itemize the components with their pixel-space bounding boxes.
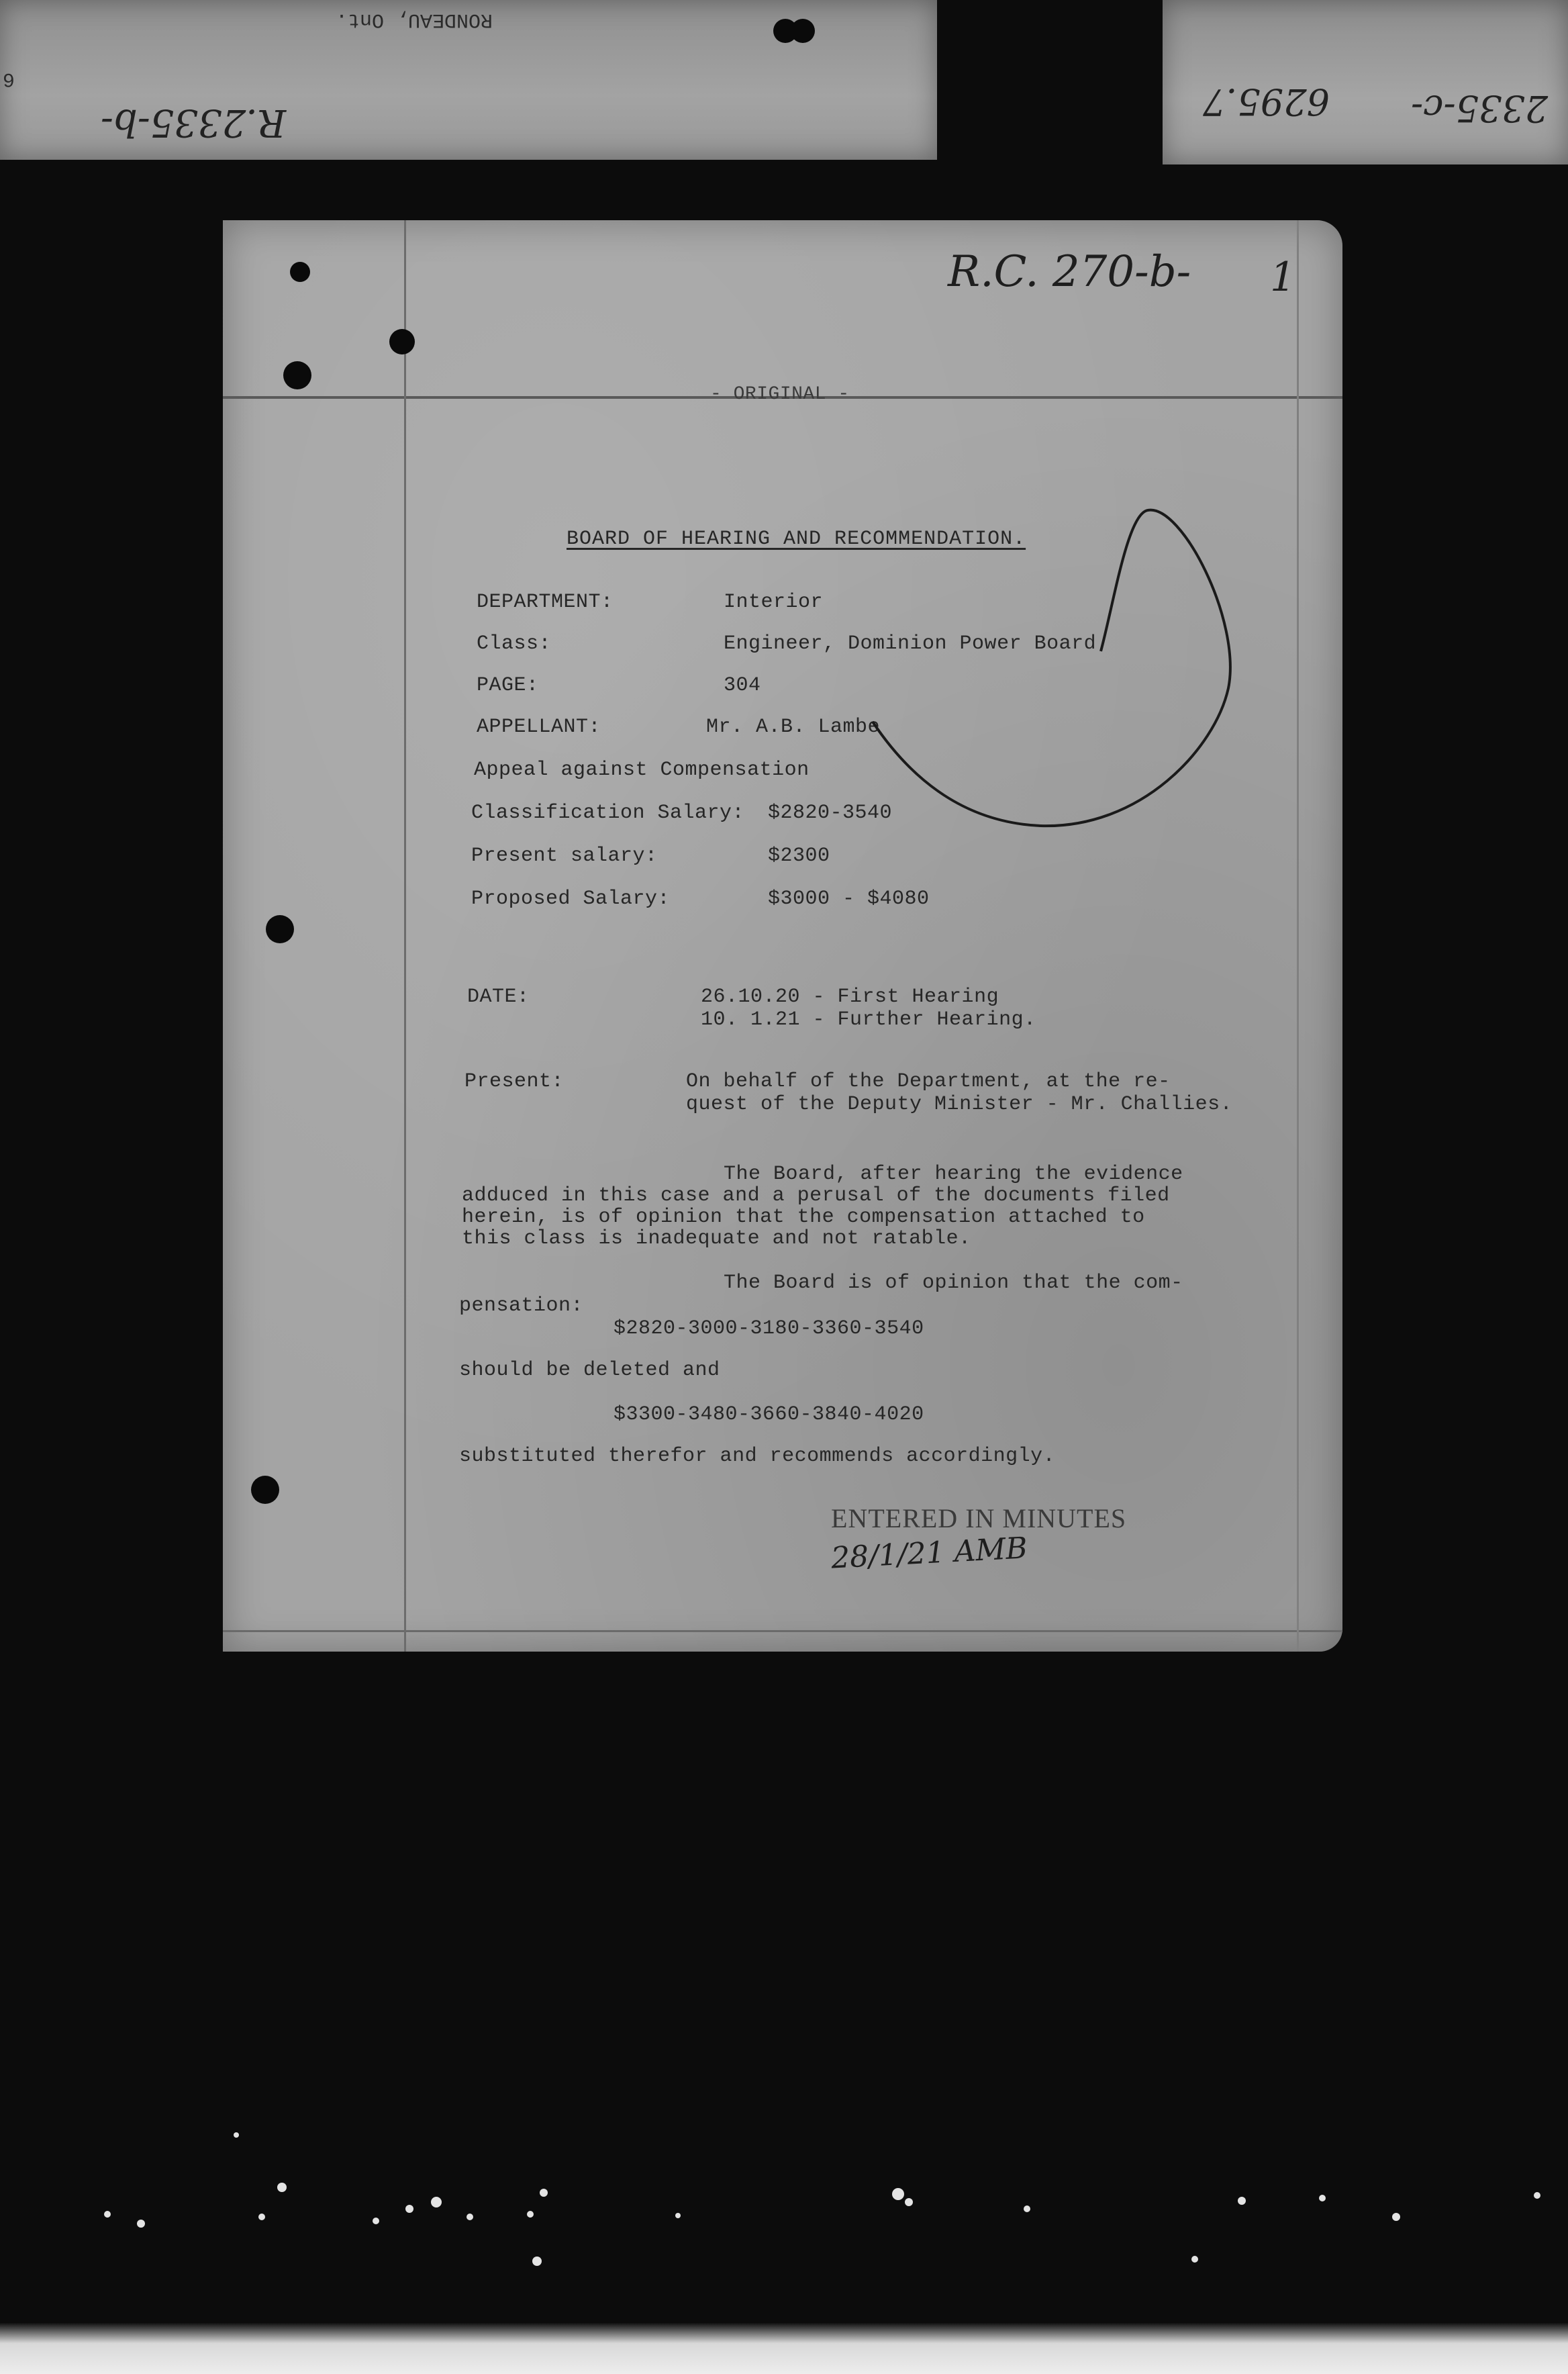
- next-frame-handwritten-number: 6295.7: [1203, 81, 1330, 123]
- opinion-line-2: adduced in this case and a perusal of the documents filed: [462, 1184, 1170, 1207]
- compensation-intro-line-1: The Board is of opinion that the com-: [724, 1272, 1183, 1294]
- salary-label-proposed: Proposed Salary:: [471, 888, 671, 910]
- present-line-2: quest of the Deputy Minister - Mr. Challies.: [686, 1093, 1233, 1116]
- opinion-line-1: The Board, after hearing the evidence: [724, 1163, 1183, 1186]
- punch-hole: [266, 915, 294, 943]
- new-compensation-scale: $3300-3480-3660-3840-4020: [614, 1403, 924, 1426]
- field-label-page: PAGE:: [477, 674, 539, 697]
- field-value-department: Interior: [724, 591, 824, 614]
- present-label: Present:: [464, 1070, 565, 1093]
- salary-value-proposed: $3000 - $4080: [768, 888, 930, 910]
- handwritten-reference: R.C. 270-b-: [948, 247, 1191, 297]
- deleted-line: should be deleted and: [459, 1359, 720, 1382]
- entered-in-minutes-stamp: ENTERED IN MINUTES: [831, 1503, 1127, 1533]
- next-frame-fragment: [1163, 0, 1568, 164]
- left-margin-rule: [404, 220, 406, 1652]
- punch-hole: [290, 262, 310, 282]
- previous-frame-edge-mark: 6: [3, 67, 15, 90]
- top-label: - ORIGINAL -: [710, 384, 850, 405]
- punch-hole: [251, 1476, 279, 1504]
- field-value-class: Engineer, Dominion Power Board: [724, 632, 1097, 655]
- previous-frame-fragment: [0, 0, 937, 160]
- salary-value-present: $2300: [768, 845, 830, 867]
- previous-frame-stamp: RONDEAU, Ont.: [336, 8, 493, 31]
- date-further-hearing: 10. 1.21 - Further Hearing.: [701, 1008, 1036, 1031]
- field-value-appellant: Mr. A.B. Lambe: [706, 716, 881, 739]
- punch-hole: [389, 329, 415, 354]
- field-value-page: 304: [724, 674, 761, 697]
- footer-rule: [223, 1630, 1342, 1632]
- stamp-handwritten-date: 28/1/21 AMB: [830, 1531, 1028, 1576]
- field-label-department: DEPARTMENT:: [477, 591, 614, 614]
- compensation-intro-line-2: pensation:: [459, 1294, 584, 1317]
- handwritten-page-mark: 1: [1270, 254, 1296, 301]
- field-label-class: Class:: [477, 632, 552, 655]
- old-compensation-scale: $2820-3000-3180-3360-3540: [614, 1317, 924, 1340]
- salary-label-classification: Classification Salary:: [471, 802, 745, 824]
- date-first-hearing: 26.10.20 - First Hearing: [701, 986, 999, 1008]
- film-bottom-edge: [0, 2323, 1568, 2374]
- salary-label-present: Present salary:: [471, 845, 658, 867]
- previous-frame-handwritten-ref: R.2335-b-: [101, 101, 287, 144]
- present-line-1: On behalf of the Department, at the re-: [686, 1070, 1171, 1093]
- field-label-appellant: APPELLANT:: [477, 716, 601, 739]
- appeal-line: Appeal against Compensation: [474, 759, 810, 781]
- punch-hole: [283, 361, 311, 389]
- opinion-line-3: herein, is of opinion that the compensation attached to: [462, 1206, 1145, 1229]
- closing-line: substituted therefor and recommends accordingly.: [459, 1445, 1056, 1468]
- date-label: DATE:: [467, 986, 530, 1008]
- salary-value-classification: $2820-3540: [768, 802, 893, 824]
- next-frame-handwritten-ref: 2335-c-: [1411, 87, 1549, 130]
- right-margin-rule: [1297, 220, 1299, 1652]
- previous-frame-punch-hole-2: [791, 19, 815, 43]
- opinion-line-4: this class is inadequate and not ratable.: [462, 1227, 971, 1250]
- document-page: [223, 220, 1342, 1652]
- document-title: BOARD OF HEARING AND RECOMMENDATION.: [567, 528, 1026, 551]
